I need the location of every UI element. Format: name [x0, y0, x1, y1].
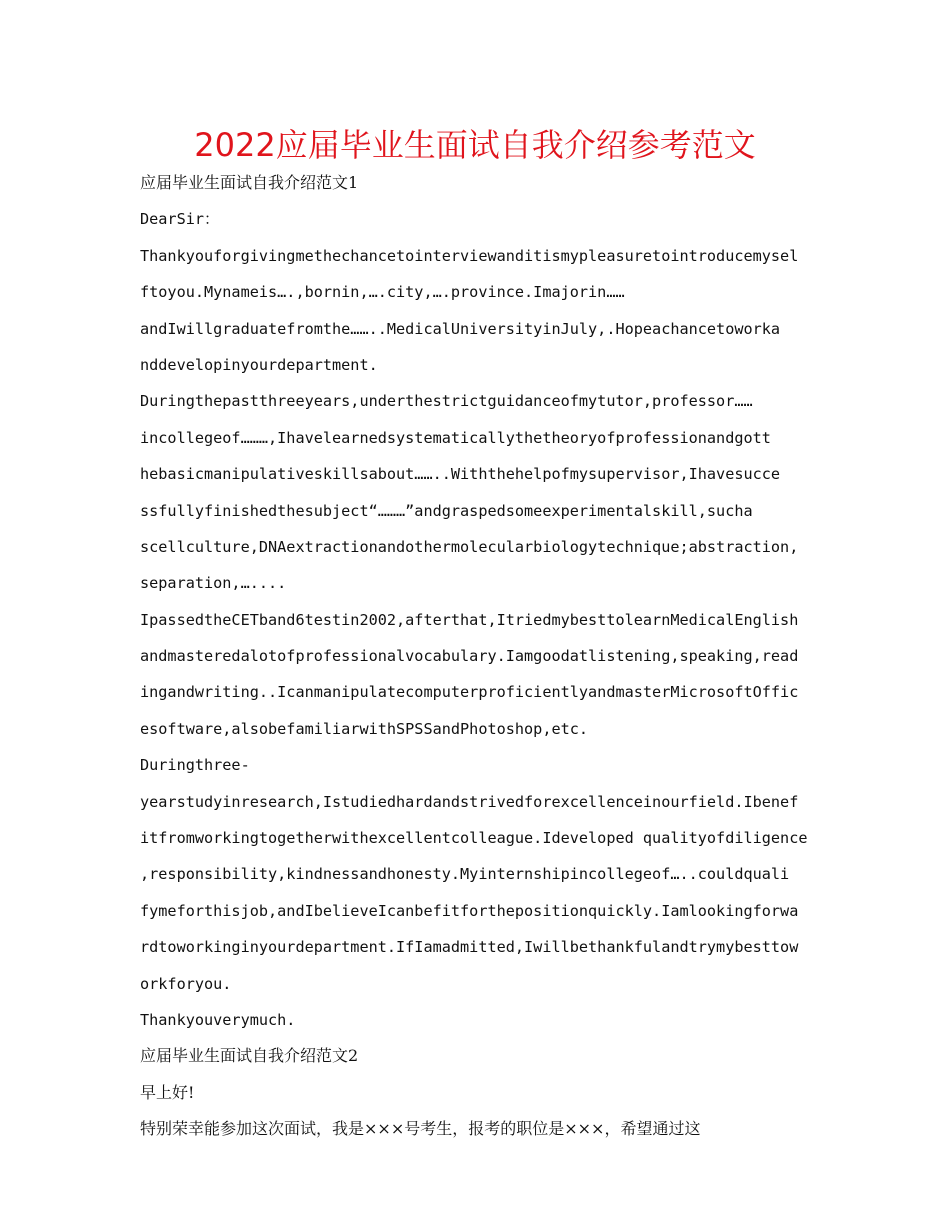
paragraph-line: IpassedtheCETband6testin2002,afterthat,ItriedmybesttolearnMedicalEnglish	[140, 610, 799, 629]
paragraph-line: Duringthepastthreeyears,underthestrictguidanceofmytutor,professor……	[140, 392, 753, 411]
section-heading-1: 应届毕业生面试自我介绍范文1	[140, 173, 359, 192]
paragraph-line: nddevelopinyourdepartment.	[140, 355, 378, 374]
paragraph-line: ssfullyfinishedthesubject“………”andgraspedsomeexperimentalskill,sucha	[140, 501, 753, 520]
paragraph-line: esoftware,alsobefamiliarwithSPSSandPhotoshop,etc.	[140, 719, 589, 738]
paragraph-line: ingandwriting..IcanmanipulatecomputerproficientlyandmasterMicrosoftOffic	[140, 683, 799, 702]
paragraph-line: Thankyouforgivingmethechancetointerviewanditismypleasuretointroducemysel	[140, 246, 799, 265]
document-title: 2022应届毕业生面试自我介绍参考范文	[194, 126, 756, 164]
section-heading-2: 应届毕业生面试自我介绍范文2	[140, 1046, 359, 1066]
paragraph-line: Duringthree-	[140, 756, 250, 775]
paragraph-line: yearstudyinresearch,Istudiedhardandstrivedforexcellenceinourfield.Ibenef	[140, 792, 799, 811]
paragraph-line: andmasteredalotofprofessionalvocabulary.Iamgoodatlistening,speaking,read	[140, 647, 799, 666]
paragraph-line: 特别荣幸能参加这次面试，我是×××号考生，报考的职位是×××，希望通过这	[140, 1119, 701, 1139]
paragraph-line: itfromworkingtogetherwithexcellentcolleague.Ideveloped qualityofdiligence	[140, 829, 808, 848]
paragraph-line: scellculture,DNAextractionandothermolecularbiologytechnique;abstraction,	[140, 537, 799, 556]
paragraph-line: fymeforthisjob,andIbelieveIcanbefitforthepositionquickly.Iamlookingforwa	[140, 901, 799, 920]
paragraph-line: separation,…....	[140, 574, 287, 593]
paragraph-line: rdtoworkinginyourdepartment.IfIamadmitted,Iwillbethankfulandtrymybesttow	[140, 938, 799, 957]
paragraph-line: Thankyouverymuch.	[140, 1010, 296, 1029]
paragraph-line: DearSir：	[140, 210, 220, 229]
paragraph-line: orkforyou.	[140, 974, 232, 993]
paragraph-line: ,responsibility,kindnessandhonesty.Myinternshipincollegeof…..couldquali	[140, 865, 790, 884]
paragraph-line: hebasicmanipulativeskillsabout……..Withthehelpofmysupervisor,Ihavesucce	[140, 465, 781, 484]
document-body	[140, 165, 812, 1148]
paragraph-line: andIwillgraduatefromthe……..MedicalUniversityinJuly,.Hopeachancetoworka	[140, 319, 781, 338]
paragraph-line: ftoyou.Mynameis….,bornin,….city,….province.Imajorin……	[140, 283, 625, 302]
paragraph-line: incollegeof………,Ihavelearnedsystematicallythetheoryofprofessionandgott	[140, 428, 771, 447]
greeting-line: 早上好!	[140, 1082, 195, 1102]
